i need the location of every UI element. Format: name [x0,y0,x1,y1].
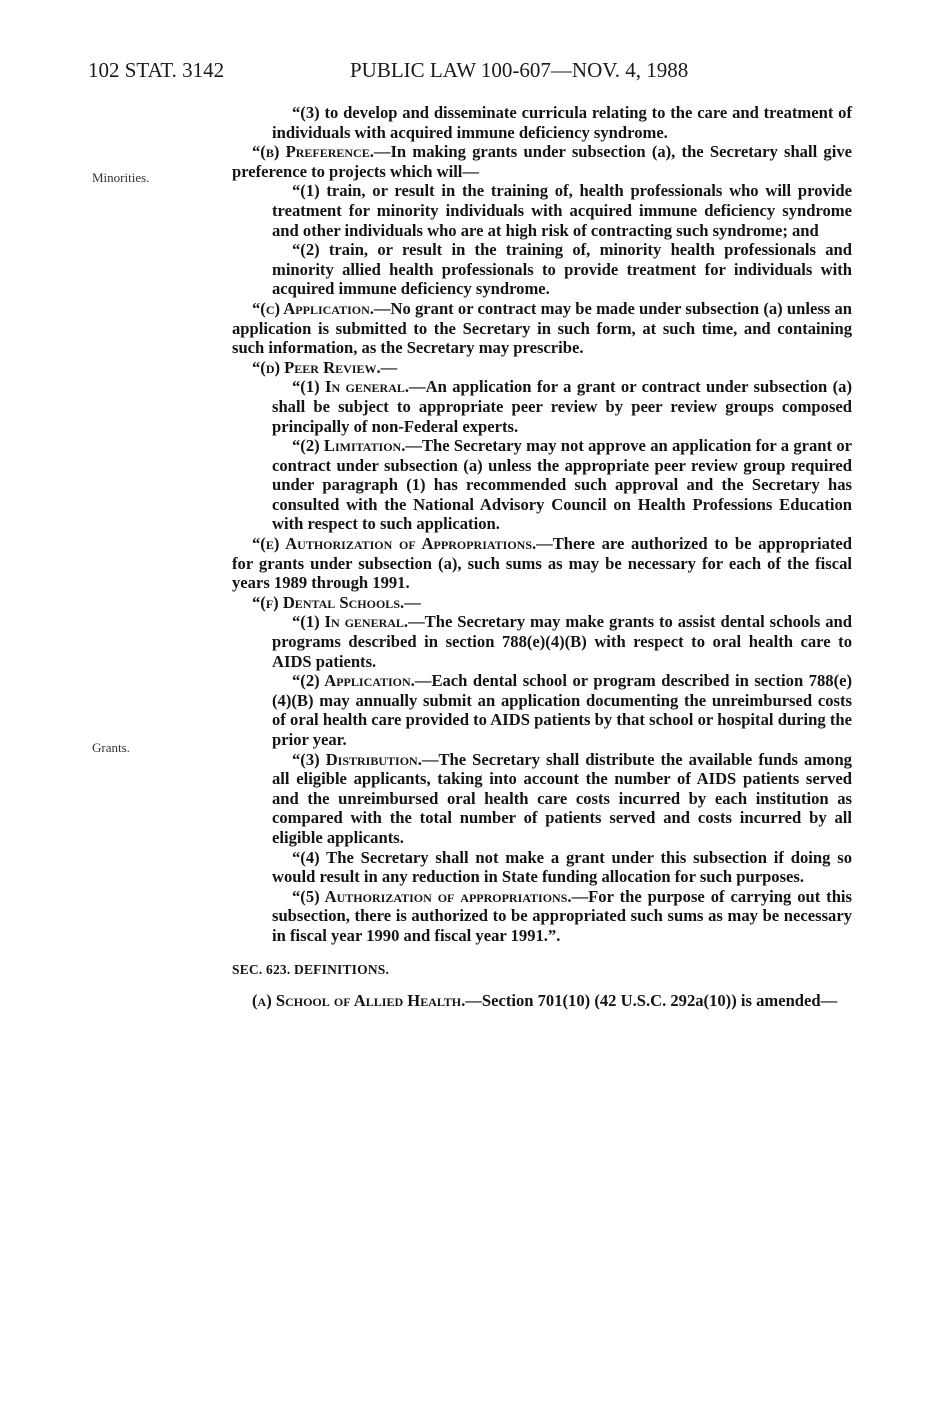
subsection-c-text: —No grant or contract may be made under subsection (a) unless an application is submitted to the Secretary in such form, at such time, and containing such information, as the Secretary may prescribe. [232,298,852,358]
subsection-d [232,358,852,378]
subsection-d-dash: — [380,357,398,377]
subsection-f-3-text: —The Secretary shall distribute the available funds among all eligible applicants, taking into account the number of AIDS patients served and the unreimbursed oral health care costs incurred by each institution as compared with the total number of patients served and costs incurred by all eligible applicants. [272,749,852,847]
section-heading: SEC. 623. DEFINITIONS. [232,961,390,977]
subsection-d-1-heading: “(1) In general. [292,377,410,397]
subsection-b-text: —In making grants under subsection (a), the Secretary shall give preference to projects which will— [232,142,852,181]
law-text [232,103,852,1011]
margin-note-grants: Grants. [92,740,130,755]
subsection-d-2 [272,436,852,534]
subsection-b-1: “(1) train, or result in the training of, health professionals who will provide treatment for minority individuals with acquired immune deficiency syndrome and other individuals who are at high risk of contracting such syndrome; and [272,181,852,240]
subsection-f-heading: “(f) Dental Schools. [252,592,405,612]
running-head: PUBLIC LAW 100-607—NOV. 4, 1988 [350,58,689,82]
subsection-f-2 [272,671,852,749]
subsection-f-4: “(4) The Secretary shall not make a grant under this subsection if doing so would result in any reduction in State funding allocation for such purposes. [272,847,852,887]
subsection-f-dash: — [404,592,421,612]
subsection-d-1 [272,377,852,436]
subsection-c-heading: “(c) Application. [252,298,374,318]
margin-note-minorities: Minorities. [92,170,150,185]
subsection-e-heading: “(e) Authorization of Appropriations. [252,534,537,554]
subsection-d-2-heading: “(2) Limitation. [292,436,406,456]
paragraph-3-curricula: “(3) to develop and disseminate curricula relating to the care and treatment of individuals with acquired immune deficiency syndrome. [272,103,852,142]
subsection-f-5-heading: “(5) Authorization of appropriations. [292,886,572,906]
subsection-d-heading: “(d) Peer Review. [252,357,381,377]
subsection-f-5 [272,887,852,946]
stat-page-number: 102 STAT. 3142 [88,58,225,82]
subsection-f-1-text: —The Secretary may make grants to assist dental schools and programs described in section 788(e)(4)(B) with respect to oral health care to AIDS patients. [272,612,852,671]
subsection-e [232,534,852,593]
subsection-a-heading: (a) School of Allied Health. [252,991,466,1011]
subsection-e-text: —There are authorized to be appropriated for grants under subsection (a), such sums as may be necessary for each of the fiscal years 1989 through 1991. [232,534,852,593]
subsection-f-2-text: —Each dental school or program described in section 788(e)(4)(B) may annually submit an application documenting the unreimbursed costs of oral health care provided to AIDS patients by that school or hospital during the prior year. [272,671,852,749]
subsection-f-5-text: —For the purpose of carrying out this subsection, there is authorized to be appropriated such sums as may be necessary in fiscal year 1990 and fiscal year 1991.”. [272,886,852,945]
subsection-b-heading: “(b) Preference. [252,142,374,162]
subsection-b-2: “(2) train, or result in the training of, minority health professionals and minority allied health professionals to provide treatment for individuals with acquired immune deficiency syndrome. [272,240,852,299]
subsection-a [232,991,852,1011]
subsection-d-2-text: —The Secretary may not approve an application for a grant or contract under subsection (a) unless the appropriate peer review group required under paragraph (1) has recommended such approval and the Secretary has consulted with the National Advisory Council on Health Professions Education with respect to such application. [272,436,852,534]
subsection-c [232,299,852,358]
subsection-f [232,593,852,613]
subsection-b [232,142,852,181]
subsection-a-text: —Section 701(10) (42 U.S.C. 292a(10)) is amended— [465,991,838,1011]
subsection-f-3-heading: “(3) Distribution. [292,749,422,769]
subsection-f-1-heading: “(1) In general. [292,612,409,632]
subsection-d-1-text: —An application for a grant or contract under subsection (a) shall be subject to appropriate peer review by peer review groups composed principally of non-Federal experts. [272,377,853,436]
subsection-f-2-heading: “(2) Application. [292,671,415,691]
subsection-f-3 [272,750,852,848]
subsection-f-1 [272,612,852,671]
